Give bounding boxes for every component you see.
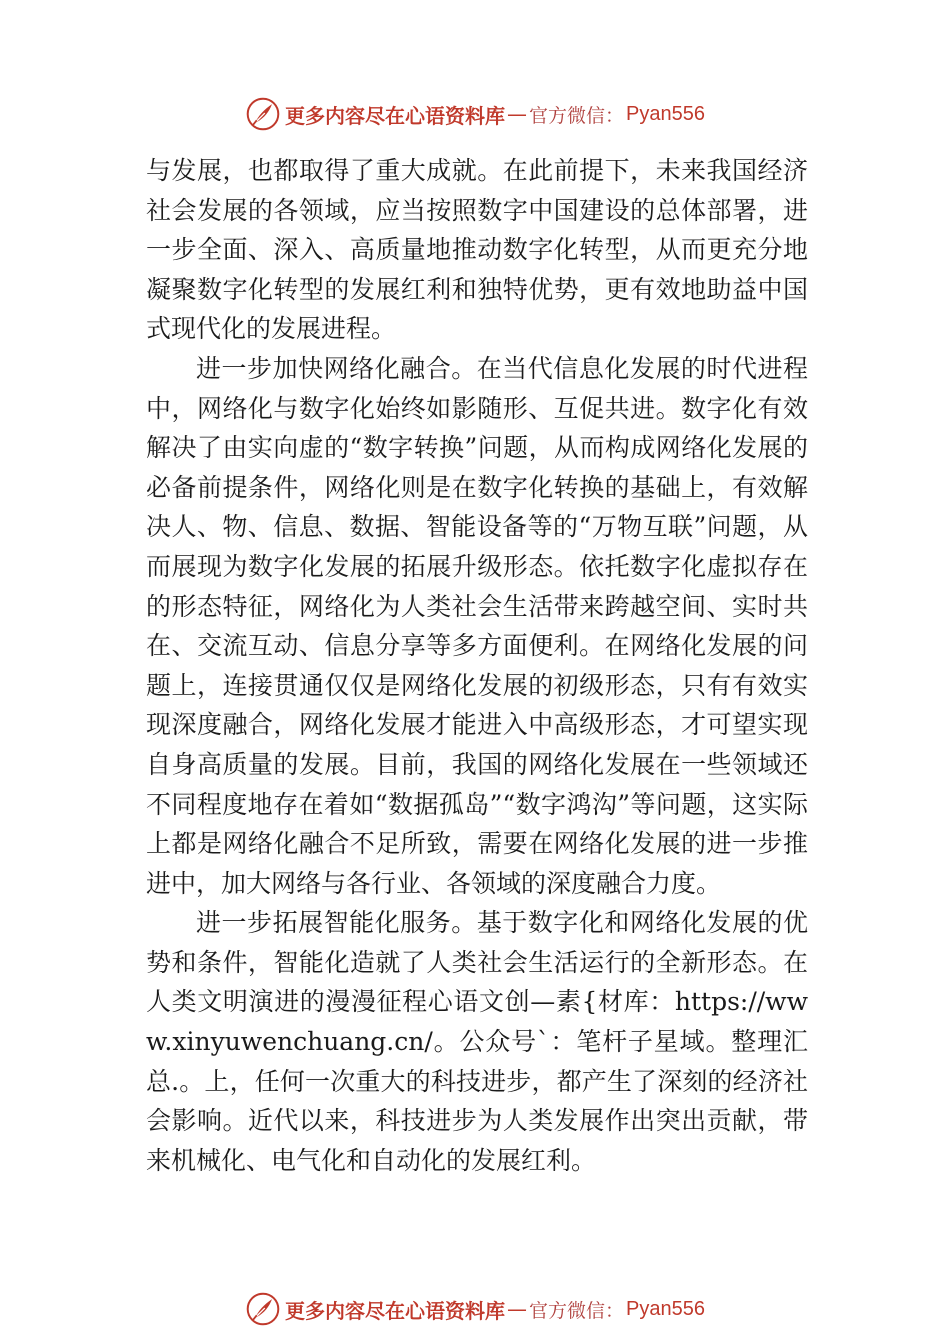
footer-banner [0, 1287, 950, 1331]
feather-pen-icon [245, 1291, 281, 1327]
paragraph-1: 与发展，也都取得了重大成就。在此前提下，未来我国经济社会发展的各领域，应当按照数字中国建设的总体部署，进一步全面、深入、高质量地推动数字化转型，从而更充分地凝聚数字化转型的发展红利和独特优势，更有效地助益中国式现代化的发展进程。 [146, 156, 808, 344]
wechat-label: 官方微信： [529, 104, 625, 127]
paragraph-2: 进一步加快网络化融合。在当代信息化发展的时代进程中，网络化与数字化始终如影随形、互促共进。数字化有效解决了由实向虚的“数字转换”问题，从而构成网络化发展的必备前提条件，网络化则是在数字化转换的基础上，有效解决人、物、信息、数据、智能设备等的“万物互联”问题，从而展现为数字化发展的拓展升级形态。依托数字化虚拟存在的形态特征，网络化为人类社会生活带来跨越空间、实时共在、交流互动、信息分享等多方面便利。在网络化发展的问题上，连接贯通仅仅是网络化发展的初级形态，只有有效实现深度融合，网络化发展才能进入中高级形态，才可望实现自身高质量的发展。目前，我国的网络化发展在一些领域还不同程度地存在着如“数据孤岛”“数字鸿沟”等问题，这实际上都是网络化融合不足所致，需要在网络化发展的进一步推进中，加大网络与各行业、各领域的深度融合力度。 [146, 353, 808, 898]
wechat-id: Pyan556 [626, 1297, 705, 1320]
document-body [146, 151, 808, 1180]
wechat-label: 官方微信： [529, 1299, 625, 1322]
banner-dash: — [507, 102, 527, 126]
paragraph-3: 进一步拓展智能化服务。基于数字化和网络化发展的优势和条件，智能化造就了人类社会生活运行的全新形态。在人类文明演进的漫漫征程心语文创—素{材库：https://www.xinyuwenchuang.cn/。公众号`：笔杆子星域。整理汇总.。上，任何一次重大的科技进步，都产生了深刻的经济社会影响。近代以来，科技进步为人类发展作出突出贡献，带来机械化、电气化和自动化的发展红利。 [146, 908, 808, 1175]
banner-dash: — [507, 1297, 527, 1321]
brand-text: 更多内容尽在心语资料库 [285, 103, 505, 128]
header-banner [0, 92, 950, 136]
feather-pen-icon [245, 96, 281, 132]
brand-text: 更多内容尽在心语资料库 [285, 1298, 505, 1323]
wechat-id: Pyan556 [626, 102, 705, 125]
